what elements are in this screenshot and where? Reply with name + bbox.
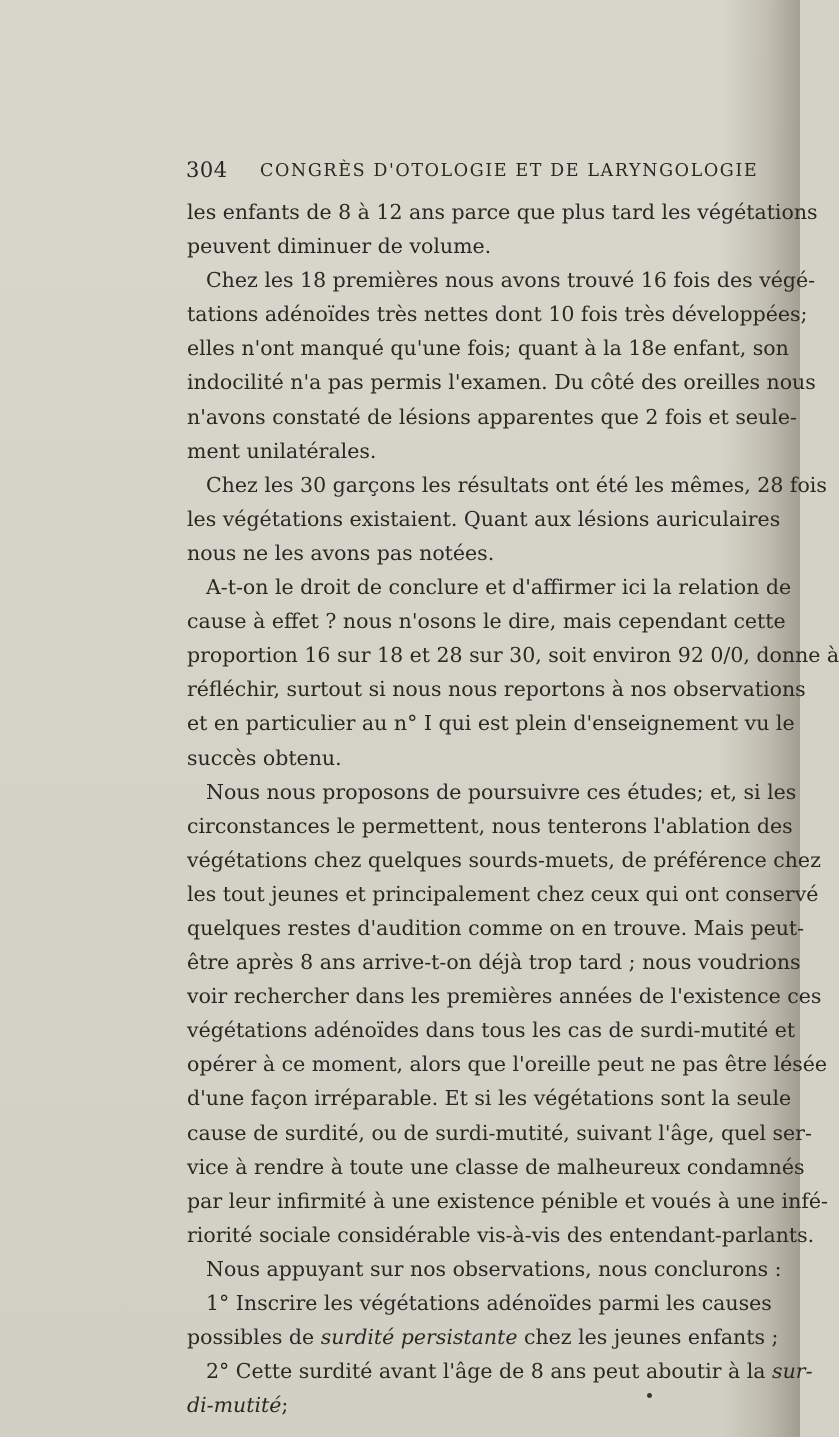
text-line-with-emphasis	[187, 1388, 767, 1422]
text-line: succès obtenu.	[187, 745, 342, 770]
text-line: végétations chez quelques sourds-muets, de préférence chez	[187, 847, 821, 872]
text-line: d'une façon irréparable. Et si les végétations sont la seule	[187, 1086, 792, 1111]
text-line: ment unilatérales.	[187, 438, 377, 463]
text-line: réfléchir, surtout si nous nous reportons à nos observations	[187, 677, 806, 702]
text-line: proportion 16 sur 18 et 28 sur 30, soit environ 92 0/0, donne à	[187, 643, 839, 668]
text-line-with-emphasis	[187, 1320, 779, 1354]
paragraph-start-line: Nous appuyant sur nos observations, nous conclurons :	[206, 1256, 782, 1281]
text-line: les végétations existaient. Quant aux lésions auriculaires	[187, 506, 781, 531]
line-text: possibles de	[187, 1325, 321, 1350]
text-line: n'avons constaté de lésions apparentes que 2 fois et seule-	[187, 404, 797, 429]
paragraph-start-line: Chez les 18 premières nous avons trouvé 16 fois des végé-	[206, 268, 816, 293]
text-line: riorité sociale considérable vis-à-vis des entendant-parlants.	[187, 1222, 815, 1247]
emphasis-di-mutite: di-mutité	[187, 1393, 282, 1418]
running-head	[186, 158, 766, 186]
text-line: être après 8 ans arrive-t-on déjà trop tard ; nous voudrions	[187, 950, 801, 975]
text-line: elles n'ont manqué qu'une fois; quant à la 18e enfant, son	[187, 336, 789, 361]
text-line: quelques restes d'audition comme on en trouve. Mais peut-	[187, 915, 805, 940]
text-line: les tout jeunes et principalement chez ceux qui ont conservé	[187, 881, 819, 906]
text-line: circonstances le permettent, nous tenterons l'ablation des	[187, 813, 793, 838]
paragraph-start-line: Nous nous proposons de poursuivre ces études; et, si les	[206, 779, 797, 804]
text-line: opérer à ce moment, alors que l'oreille peut ne pas être lésée	[187, 1052, 827, 1077]
line-text: chez les jeunes enfants ;	[517, 1325, 779, 1350]
text-line: végétations adénoïdes dans tous les cas de surdi-mutité et	[187, 1018, 796, 1043]
text-line: voir rechercher dans les premières années de l'existence ces	[187, 984, 822, 1009]
text-line: indocilité n'a pas permis l'examen. Du côté des oreilles nous	[187, 370, 816, 395]
body-text	[187, 195, 839, 1422]
text-line: et en particulier au n° I qui est plein d'enseignement vu le	[187, 711, 795, 736]
emphasis-sur: sur-	[772, 1359, 813, 1384]
line-text: ;	[281, 1393, 289, 1418]
paragraph-start-line: Chez les 30 garçons les résultats ont été les mêmes, 28 fois	[206, 472, 827, 497]
text-line-with-emphasis	[187, 1354, 813, 1388]
paragraph-start-line: A-t-on le droit de conclure et d'affirmer ici la relation de	[206, 575, 792, 600]
page-number: 304	[186, 158, 228, 182]
emphasis-surdite-persistante: surdité persistante	[320, 1325, 518, 1350]
text-line: vice à rendre à toute une classe de malheureux condamnés	[187, 1154, 805, 1179]
ink-speck	[647, 1393, 652, 1398]
line-text: 2° Cette surdité avant l'âge de 8 ans peut aboutir à la	[206, 1359, 773, 1384]
text-line: peuvent diminuer de volume.	[187, 234, 492, 259]
text-line: nous ne les avons pas notées.	[187, 540, 495, 565]
text-line: tations adénoïdes très nettes dont 10 fois très développées;	[187, 302, 808, 327]
text-line: cause à effet ? nous n'osons le dire, mais cependant cette	[187, 609, 786, 634]
running-title: CONGRÈS D'OTOLOGIE ET DE LARYNGOLOGIE	[260, 161, 759, 181]
text-line: les enfants de 8 à 12 ans parce que plus tard les végétations	[187, 200, 818, 224]
paragraph-start-line: 1° Inscrire les végétations adénoïdes parmi les causes	[206, 1291, 772, 1315]
text-line: cause de surdité, ou de surdi-mutité, suivant l'âge, quel ser-	[187, 1120, 812, 1145]
text-line: par leur infirmité à une existence pénible et voués à une infé-	[187, 1188, 828, 1213]
